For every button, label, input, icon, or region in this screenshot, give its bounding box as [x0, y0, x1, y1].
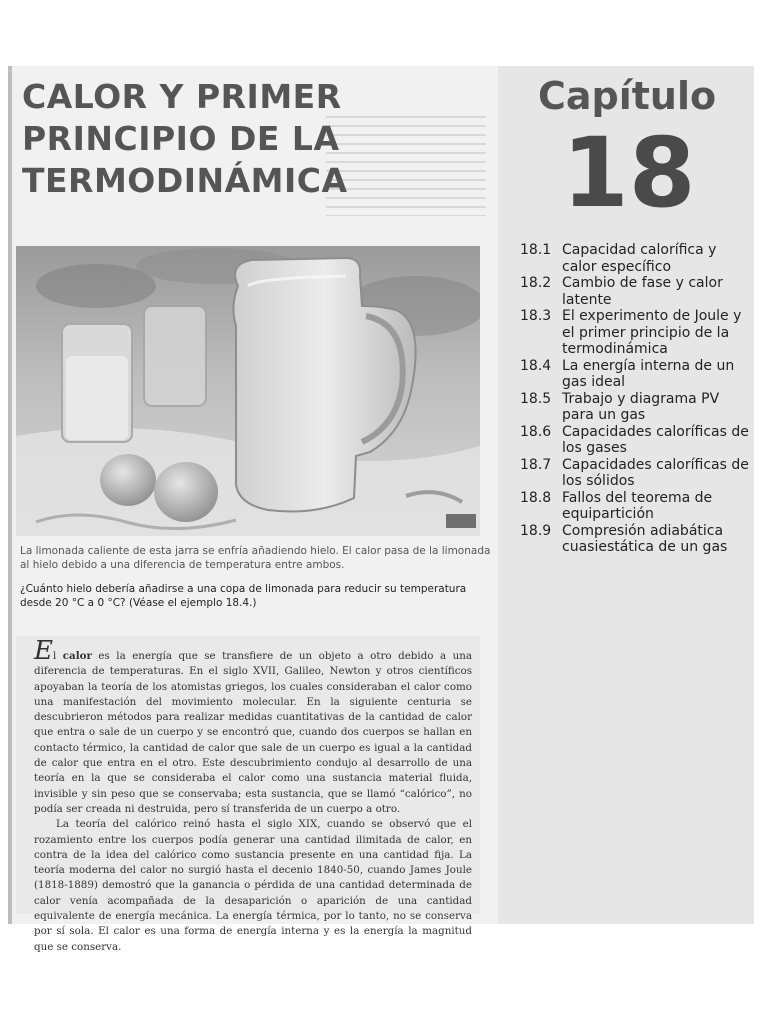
toc-number: 18.5 — [520, 390, 552, 407]
chapter-number: 18 — [562, 117, 696, 229]
toc-number: 18.3 — [520, 308, 552, 324]
paragraph-1 — [34, 636, 473, 817]
lemonade-jug-illustration — [16, 246, 480, 536]
toc-title: La energía interna de un gas ideal — [562, 357, 735, 390]
toc-item — [520, 358, 752, 391]
toc-item — [520, 523, 752, 556]
toc-title: Fallos del teorema de equipartición — [562, 489, 713, 522]
toc-item — [520, 308, 752, 358]
toc-title: Compresión adiabática cuasiestática de un gas — [562, 522, 728, 555]
book-page — [8, 66, 754, 953]
toc-title: El experimento de Joule y el primer principio de la termodinámica — [562, 308, 742, 357]
toc-number: 18.2 — [520, 275, 552, 291]
lemonade-photo — [16, 246, 480, 536]
toc-item — [520, 457, 752, 490]
toc-item — [520, 490, 752, 523]
toc-item — [520, 275, 752, 308]
photo-question: ¿Cuánto hielo debería añadirse a una copa de limonada para reducir su temperatura desde 20 °C a 0 °C? (Véase el ejemplo 18.4.) — [20, 583, 467, 609]
toc-item — [520, 424, 752, 457]
toc-title: Trabajo y diagrama PV para un gas — [562, 390, 720, 423]
chapter-title: CALOR Y PRIMER PRINCIPIO DE LA TERMODINÁMICA — [22, 77, 348, 200]
chapter-contents — [520, 242, 752, 556]
paragraph-1-text: es la energía que se transfiere de un objeto a otro debido a una diferencia de temperaturas. En el siglo XVII, Galileo, Newton y otros científicos apoyaban la teoría de los atomistas griegos, los cuales consideraban el calor como una manifestación del movimiento molecular. En la siguiente centuria se descubrieron métodos para realizar medidas cuantitativas de la cantidad de calor que entra o sale de un cuerpo y se encontró que, cuando dos cuerpos se hallan en contacto térmico, la cantidad de calor que sale de un cuerpo es igual a la cantidad de calor que entra en el otro. Este descubrimiento condujo al desarrollo de una teoría en la que se consideraba el calor como una sustancia material fluida, invisible y sin peso que se conservaba; esta sustancia, que se llamó “calórico”, no podía ser creada ni destruida, pero sí transferida de un cuerpo a otro. — [34, 650, 473, 815]
toc-number: 18.8 — [520, 489, 552, 506]
paragraph-2: La teoría del calórico reinó hasta el siglo XIX, cuando se observó que el rozamiento entre los cuerpos podía generar una cantidad ilimitada de calor, en contra de la idea del calórico como sustancia presente en una cantidad fija. La teoría moderna del calor no surgió hasta el decenio 1840-50, cuando James Joule (1818-1889) demostró que la ganancia o pérdida de una cantidad determinada de calor venía acompañada de la desaparición o aparición de una cantidad equivalente de energía mecánica. La energía térmica, por lo tanto, no se conserva por sí sola. El calor es una forma de energía interna y es la energía la magnitud que se conserva. — [34, 818, 472, 953]
toc-item — [520, 391, 752, 424]
toc-number: 18.6 — [520, 423, 552, 440]
toc-title: Capacidades caloríficas de los gases — [562, 423, 749, 456]
toc-item — [520, 242, 752, 275]
toc-number: 18.9 — [520, 522, 552, 539]
page-gutter — [8, 66, 12, 924]
toc-title: Capacidad calorífica y calor específico — [562, 242, 717, 275]
key-term: calor — [62, 650, 92, 662]
photo-caption: La limonada caliente de esta jarra se enfría añadiendo hielo. El calor pasa de la limonada al hielo debido a una diferencia de temperatura entre ambos. — [20, 545, 491, 571]
toc-number: 18.4 — [520, 357, 552, 374]
toc-number: 18.7 — [520, 456, 552, 473]
toc-title: Capacidades caloríficas de los sólidos — [562, 456, 749, 489]
intro-letter: l — [52, 650, 63, 662]
intro-text — [34, 636, 473, 955]
toc-number: 18.1 — [520, 242, 552, 258]
drop-cap: E — [34, 636, 53, 666]
chapter-label: Capítulo — [538, 74, 717, 118]
toc-title: Cambio de fase y calor latente — [562, 275, 723, 308]
